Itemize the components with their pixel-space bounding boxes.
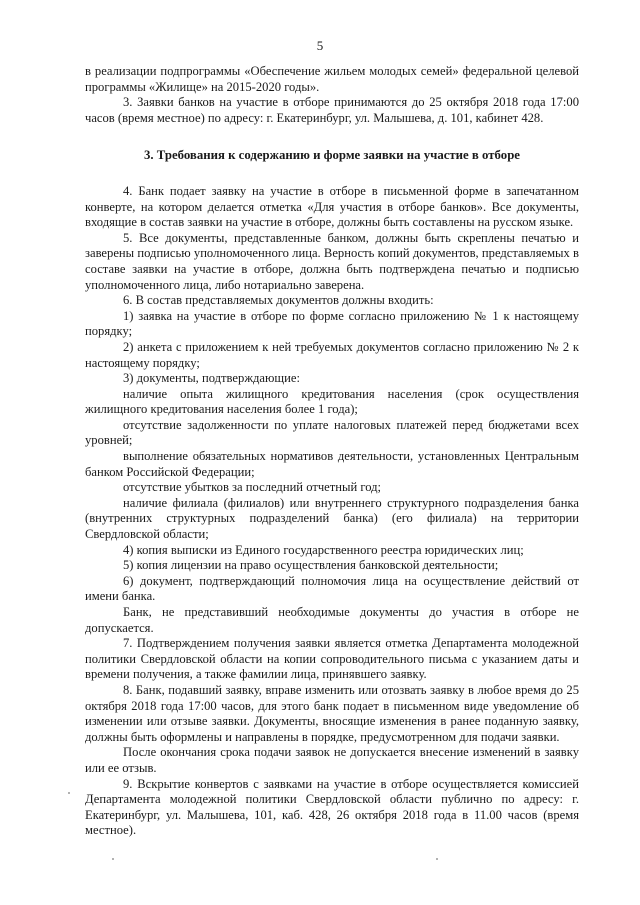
paragraph-p6-3d: отсутствие убытков за последний отчетный год;: [123, 480, 382, 495]
paragraph-p6-3c: выполнение обязательных нормативов деятельности, установленных Центральным банком Российской Федерации;: [85, 449, 579, 479]
paragraph-p3: 3. Заявки банков на участие в отборе принимаются до 25 октября 2018 года 17:00 часов (время местное) по адресу: г. Екатеринбург, ул. Малышева, д. 101, кабинет 428.: [85, 95, 579, 125]
scan-speck: [68, 792, 70, 794]
section-intro: [85, 64, 579, 126]
paragraph-p6-3b: отсутствие задолженности по уплате налоговых платежей перед бюджетами всех уровней;: [85, 417, 579, 448]
paragraph-p4: 4. Банк подает заявку на участие в отборе в письменной форме в запечатанном конверте, на котором делается отметка «Для участия в отборе банков». Все документы, входящие в состав заявки на участие в отборе, должны быть составлены на русском языке.: [85, 183, 579, 230]
section-requirements: [85, 184, 579, 839]
paragraph-p6: 6. В состав представляемых документов должны входить:: [123, 293, 434, 308]
paragraph-p6-6: 6) документ, подтверждающий полномочия лица на осуществление действий от имени банка.: [85, 573, 579, 604]
document-body: [85, 64, 579, 839]
paragraph-p6-5: 5) копия лицензии на право осуществления банковской деятельности;: [123, 558, 499, 573]
paragraph-p6-4: 4) копия выписки из Единого государственного реестра юридических лиц;: [123, 542, 524, 557]
paragraph-cont: в реализации подпрограммы «Обеспечение жильем молодых семей» федеральной целевой программы «Жилище» на 2015-2020 годы».: [85, 64, 579, 94]
paragraph-p7: 7. Подтверждением получения заявки является отметка Департамента молодежной политики Свердловской области на копии сопроводительного письма с указанием даты и времени получения, а также фамилии лица, принявшего заявку.: [85, 636, 579, 682]
paragraph-p6-3: 3) документы, подтверждающие:: [123, 371, 300, 386]
paragraph-p5: 5. Все документы, представленные банком, должны быть скреплены печатью и заверены подписью уполномоченного лица. Верность копий документов, представляемых в составе заявки на участие в отборе, должна быть подтверждена печатью и подписью уполномоченного лица, либо нотариально заверена.: [85, 230, 579, 292]
page-number: 5: [316, 38, 324, 53]
scan-speck: [436, 858, 438, 860]
scan-speck: [112, 858, 114, 860]
paragraph-p9: 9. Вскрытие конвертов с заявками на участие в отборе осуществляется комиссией Департамента молодежной политики Свердловской области публично по адресу: г. Екатеринбург, ул. Малышева, 101, каб. 428, 26 октября 2018 года в 11.00 часов (время местное).: [85, 776, 579, 838]
section-heading: 3. Требования к содержанию и форме заявки на участие в отборе: [143, 148, 520, 163]
paragraph-p6-1: 1) заявка на участие в отборе по форме согласно приложению № 1 к настоящему порядку;: [85, 308, 579, 339]
paragraph-p8: 8. Банк, подавший заявку, вправе изменить или отозвать заявку в любое время до 25 октября 2018 года 17:00 часов, для этого банк подает в письменном виде уведомление об изменении или отзыве заявки. Документы, вносящие изменения в ранее поданную заявку, должны быть оформлены и направлены в порядке, предусмотренном для подачи заявки.: [85, 682, 579, 744]
paragraph-p6-2: 2) анкета с приложением к ней требуемых документов согласно приложению № 2 к настоящему порядку;: [85, 339, 579, 370]
paragraph-p6-3a: наличие опыта жилищного кредитования населения (срок осуществления жилищного кредитования населения более 1 года);: [85, 386, 579, 417]
paragraph-p8-end: После окончания срока подачи заявок не допускается внесение изменений в заявку или ее отзыв.: [85, 745, 579, 775]
paragraph-p6-end: Банк, не представивший необходимые документы до участия в отборе не допускается.: [85, 605, 579, 635]
paragraph-p6-3e: наличие филиала (филиалов) или внутреннего структурного подразделения банка (внутренних структурных подразделений банка) (его филиала) на территории Свердловской области;: [85, 495, 579, 542]
